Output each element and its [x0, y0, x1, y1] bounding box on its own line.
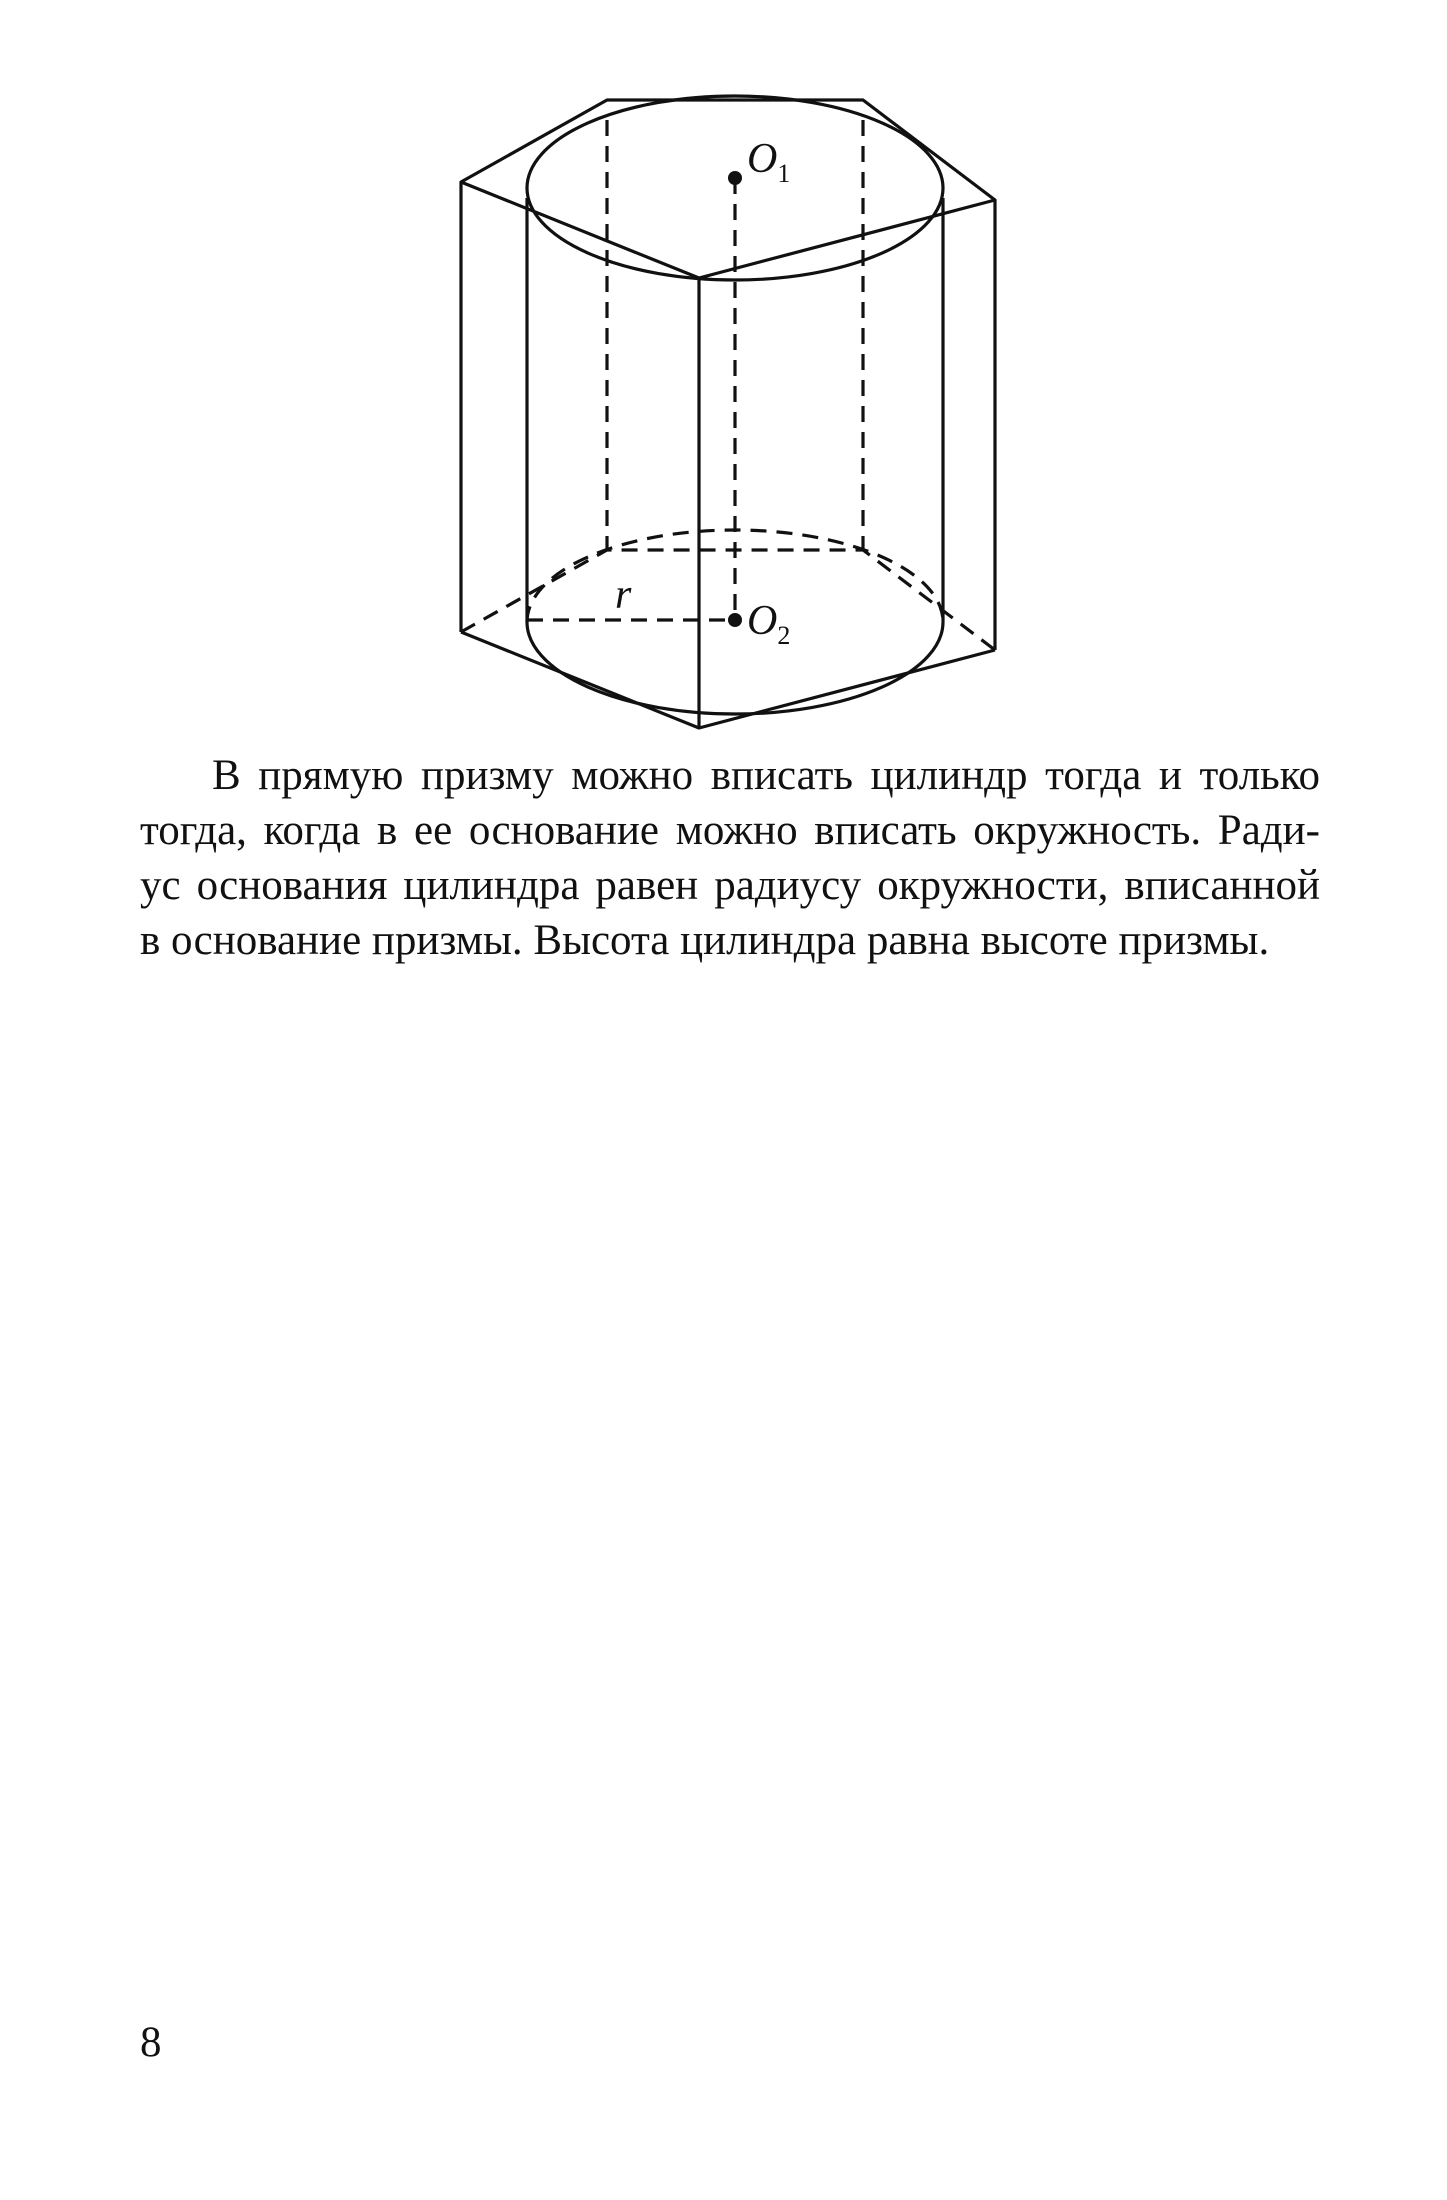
theorem-paragraph: [140, 748, 1320, 968]
label-radius: r: [615, 572, 632, 618]
cylinder-bottom-front-arc: [527, 622, 943, 714]
point-o2: [728, 613, 742, 627]
paragraph-line-4: в основание призмы. Высота цилиндра равна высоте призмы.: [140, 917, 1270, 964]
point-o1: [728, 171, 742, 185]
label-o2: $O_2$: [747, 598, 791, 650]
label-o1: $O_1$: [747, 136, 791, 188]
page-number: 8: [140, 2019, 162, 2066]
prism-cylinder-figure: [455, 90, 1015, 735]
paragraph-line-3: ус основания цилиндра равен радиусу окружности, вписанной: [140, 862, 1320, 909]
paragraph-line-2: тогда, когда в ее основание можно вписать окружность. Ради-: [140, 807, 1320, 854]
prism-top-face: [461, 100, 995, 278]
paragraph-line-1: В прямую призму можно вписать цилиндр тогда и только: [212, 752, 1320, 799]
prism-bottom-hidden: [461, 550, 995, 650]
prism-cylinder-drawing: [455, 90, 1015, 735]
